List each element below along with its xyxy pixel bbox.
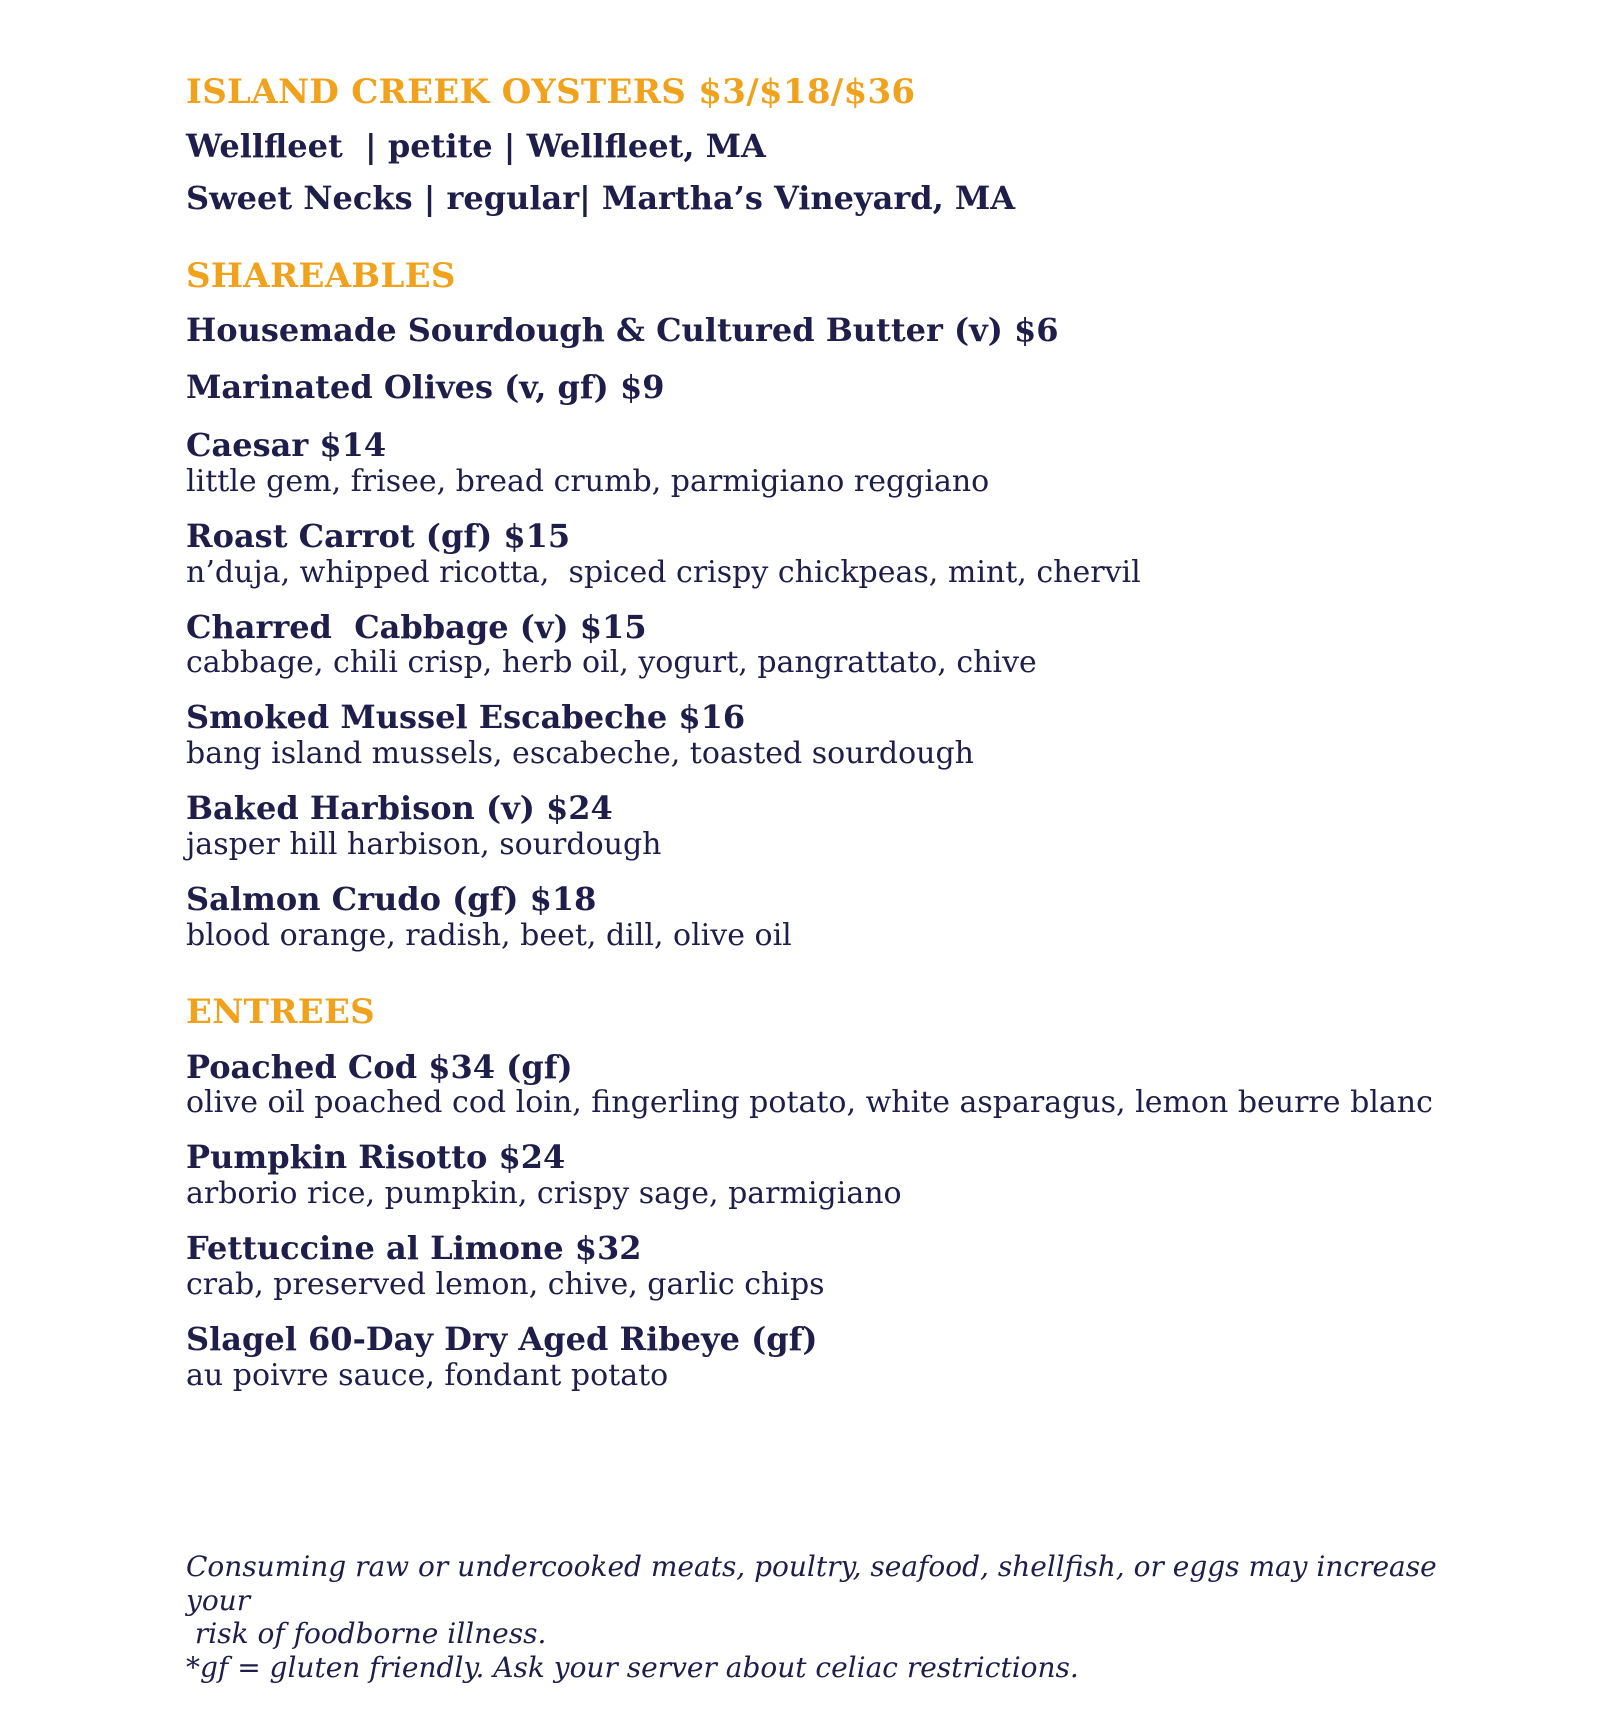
notice-line: risk of foodborne illness. — [186, 1617, 547, 1651]
notice-line: your — [186, 1583, 251, 1617]
menu-item-description: n’duja, whipped ricotta, spiced crispy chickpeas, mint, chervil — [186, 554, 1141, 590]
menu-item — [186, 427, 1446, 500]
oysters-title: ISLAND CREEK OYSTERS $3/$18/$36 — [186, 72, 916, 112]
menu-item-name: Pumpkin Risotto $24 — [186, 1138, 566, 1177]
menu-item-name: Roast Carrot (gf) $15 — [186, 516, 571, 555]
menu-item-name: Housemade Sourdough & Cultured Butter (v) $6 — [186, 311, 1059, 350]
menu-item — [186, 790, 1446, 863]
menu-item-description: olive oil poached cod loin, fingerling potato, white asparagus, lemon beurre blanc — [186, 1085, 1433, 1121]
menu-item — [186, 1230, 1446, 1303]
menu-item — [186, 1049, 1446, 1122]
menu-item-name: Caesar $14 — [186, 425, 387, 464]
menu-item-name: Charred Cabbage (v) $15 — [186, 607, 647, 646]
menu-item-name: Salmon Crudo (gf) $18 — [186, 879, 597, 918]
oyster-line-sweet-necks: Sweet Necks | regular| Martha’s Vineyard, MA — [186, 179, 1016, 218]
menu-page — [186, 60, 1446, 1394]
menu-item — [186, 609, 1446, 682]
menu-item-name: Slagel 60-Day Dry Aged Ribeye (gf) — [186, 1319, 818, 1358]
menu-item — [186, 881, 1446, 954]
menu-item-name: Smoked Mussel Escabeche $16 — [186, 698, 746, 737]
menu-item-description: jasper hill harbison, sourdough — [186, 826, 662, 862]
menu-item — [186, 1139, 1446, 1212]
menu-item-description: arborio rice, pumpkin, crispy sage, parmigiano — [186, 1176, 902, 1212]
oyster-line-wellfleet: Wellfleet | petite | Wellfleet, MA — [186, 126, 766, 165]
menu-item — [186, 699, 1446, 772]
notice-line: *gf = gluten friendly. Ask your server about celiac restrictions. — [186, 1650, 1079, 1684]
menu-item-description: crab, preserved lemon, chive, garlic chips — [186, 1266, 825, 1302]
menu-item-description: cabbage, chili crisp, herb oil, yogurt, pangrattato, chive — [186, 645, 1037, 681]
menu-item-description: blood orange, radish, beet, dill, olive oil — [186, 917, 792, 953]
menu-item-description: bang island mussels, escabeche, toasted sourdough — [186, 736, 974, 772]
menu-item-name: Baked Harbison (v) $24 — [186, 789, 613, 828]
menu-item — [186, 518, 1446, 591]
food-safety-notice — [186, 1550, 1437, 1684]
menu-item-name: Poached Cod $34 (gf) — [186, 1047, 573, 1086]
notice-line: Consuming raw or undercooked meats, poultry, seafood, shellfish, or eggs may increase — [186, 1550, 1437, 1583]
menu-item-description: au poivre sauce, fondant potato — [186, 1357, 669, 1393]
menu-item-description: little gem, frisee, bread crumb, parmigiano reggiano — [186, 463, 990, 499]
menu-item-name: Marinated Olives (v, gf) $9 — [186, 368, 665, 407]
shareables-title: SHAREABLES — [186, 255, 456, 296]
entrees-title: ENTREES — [186, 991, 376, 1032]
menu-item-name: Fettuccine al Limone $32 — [186, 1229, 642, 1268]
menu-item — [186, 1321, 1446, 1394]
